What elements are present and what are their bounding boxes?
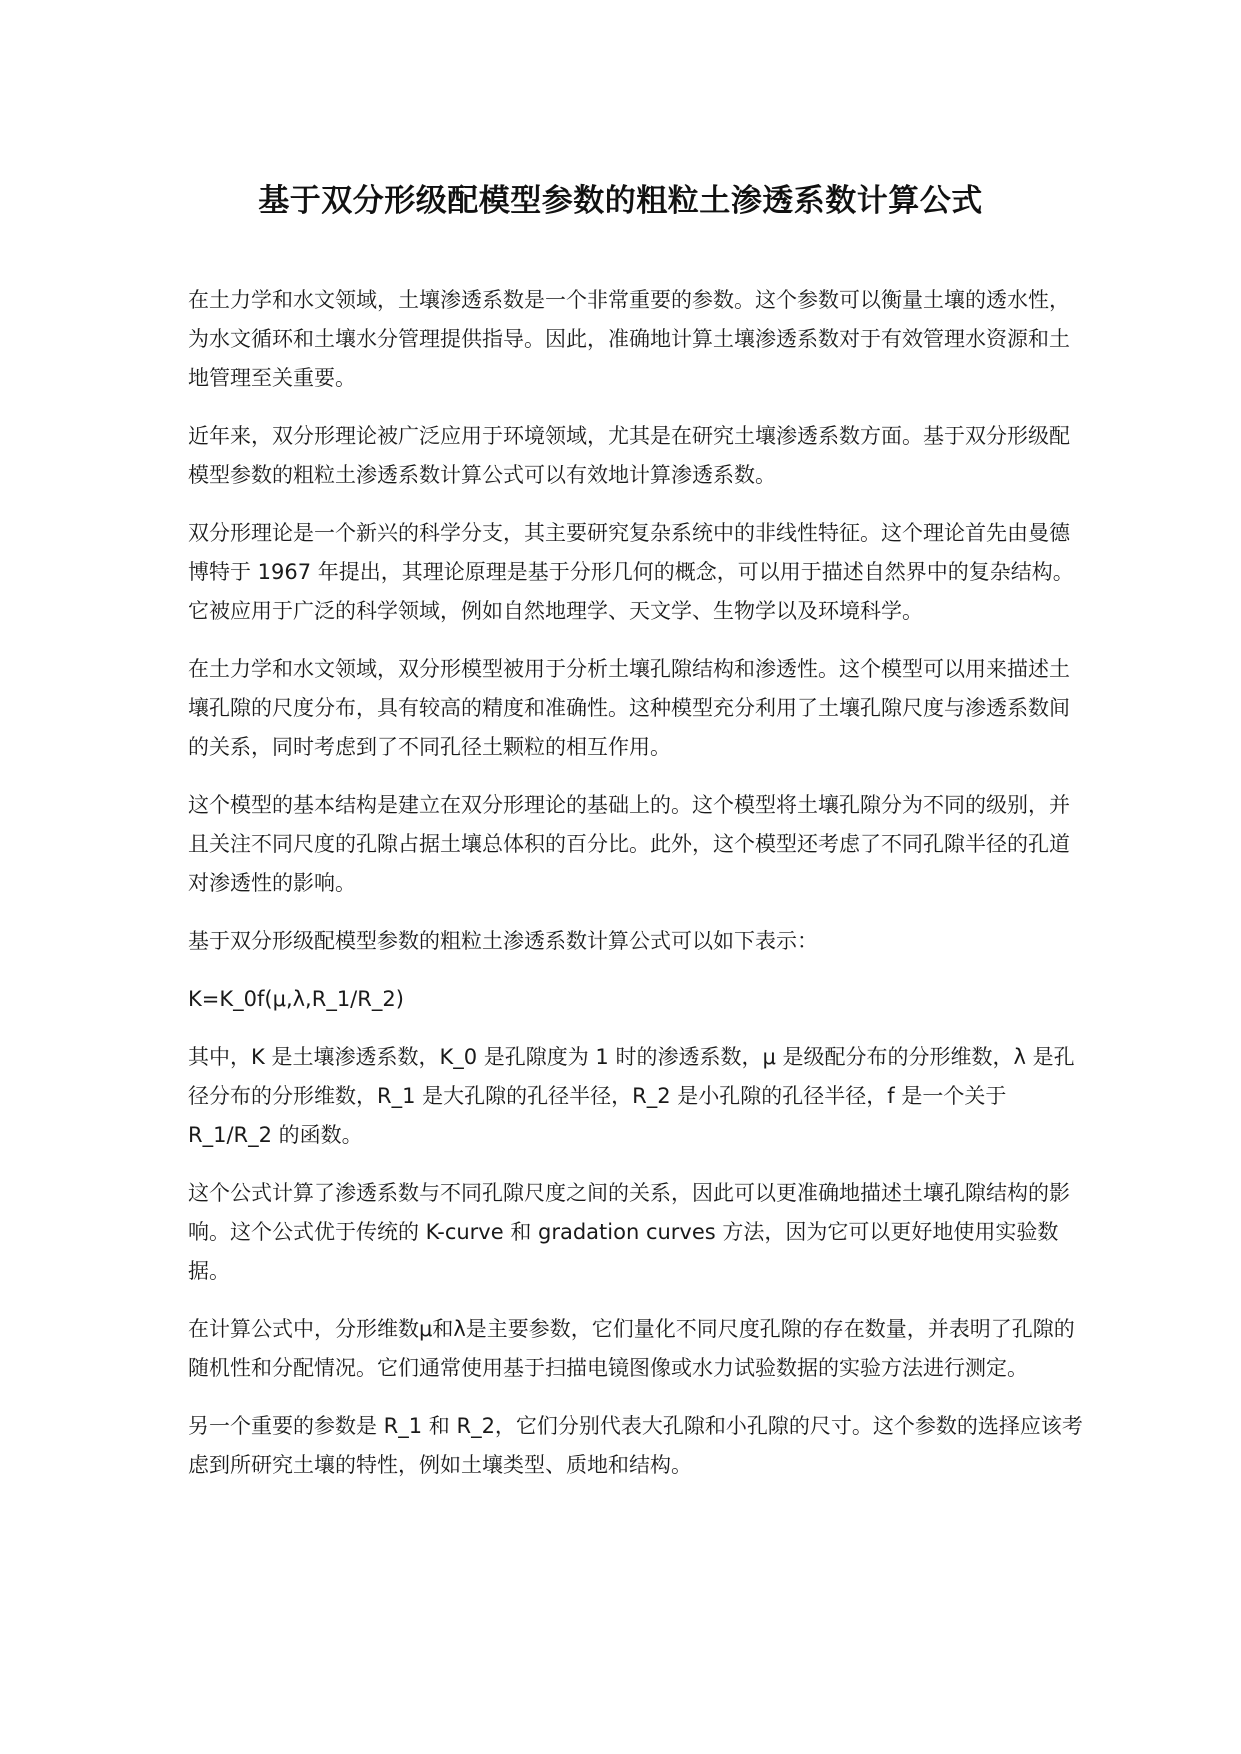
paragraph-model-use: 在土力学和水文领域，双分形模型被用于分析土壤孔隙结构和渗透性。这个模型可以用来描述土壤孔隙的尺度分布，具有较高的精度和准确性。这种模型充分利用了土壤孔隙尺度与渗透系数间的关系，同时考虑到了不同孔径土颗粒的相互作用。	[188, 657, 1070, 759]
paragraph-formula-variables: 其中，K 是土壤渗透系数，K_0 是孔隙度为 1 时的渗透系数，μ 是级配分布的分形维数，λ 是孔径分布的分形维数，R_1 是大孔隙的孔径半径，R_2 是小孔隙的孔径半径，f 是一个关于 R_1/R_2 的函数。	[188, 1045, 1075, 1147]
document-body	[188, 281, 1088, 1504]
paragraph-intro: 在土力学和水文领域，土壤渗透系数是一个非常重要的参数。这个参数可以衡量土壤的透水性，为水文循环和土壤水分管理提供指导。因此，准确地计算土壤渗透系数对于有效管理水资源和土地管理至关重要。	[188, 288, 1070, 390]
paragraph-recent-application: 近年来，双分形理论被广泛应用于环境领域，尤其是在研究土壤渗透系数方面。基于双分形级配模型参数的粗粒土渗透系数计算公式可以有效地计算渗透系数。	[188, 424, 1070, 487]
paragraph-formula-advantage: 这个公式计算了渗透系数与不同孔隙尺度之间的关系，因此可以更准确地描述土壤孔隙结构的影响。这个公式优于传统的 K-curve 和 gradation curves 方法，因为它可以更好地使用实验数据。	[188, 1181, 1070, 1283]
paragraph-theory-background: 双分形理论是一个新兴的科学分支，其主要研究复杂系统中的非线性特征。这个理论首先由曼德博特于 1967 年提出，其理论原理是基于分形几何的概念，可以用于描述自然界中的复杂结构。它被应用于广泛的科学领域，例如自然地理学、天文学、生物学以及环境科学。	[188, 521, 1074, 623]
paragraph-fractal-dimensions: 在计算公式中，分形维数μ和λ是主要参数，它们量化不同尺度孔隙的存在数量，并表明了孔隙的随机性和分配情况。它们通常使用基于扫描电镜图像或水力试验数据的实验方法进行测定。	[188, 1317, 1075, 1380]
document-title: 基于双分形级配模型参数的粗粒土渗透系数计算公式	[258, 183, 983, 219]
paragraph-model-structure: 这个模型的基本结构是建立在双分形理论的基础上的。这个模型将土壤孔隙分为不同的级别，并且关注不同尺度的孔隙占据土壤总体积的百分比。此外，这个模型还考虑了不同孔隙半径的孔道对渗透性的影响。	[188, 793, 1070, 895]
formula: K=K_0f(μ,λ,R_1/R_2)	[188, 987, 404, 1011]
paragraph-formula-intro: 基于双分形级配模型参数的粗粒土渗透系数计算公式可以如下表示：	[188, 929, 818, 953]
paragraph-pore-size-params: 另一个重要的参数是 R_1 和 R_2，它们分别代表大孔隙和小孔隙的尺寸。这个参数的选择应该考虑到所研究土壤的特性，例如土壤类型、质地和结构。	[188, 1414, 1083, 1477]
